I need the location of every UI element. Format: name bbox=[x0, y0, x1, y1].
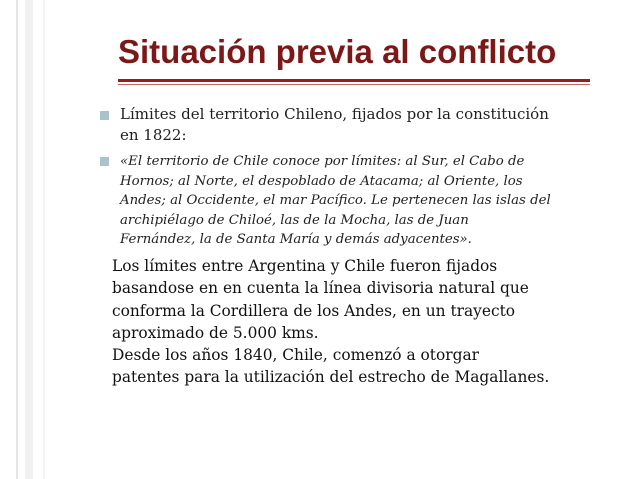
paragraph-line: aproximado de 5.000 kms. bbox=[112, 323, 319, 342]
decorative-side-band bbox=[25, 0, 33, 479]
paragraph-line: patentes para la utilización del estrecho de Magallanes. bbox=[112, 368, 550, 387]
quote-text bbox=[120, 152, 628, 250]
square-bullet-icon bbox=[100, 157, 109, 166]
slide-title: Situación previa al conflicto bbox=[118, 33, 557, 70]
title-underline-thin bbox=[118, 84, 590, 85]
bullet-list bbox=[98, 104, 628, 250]
paragraph-line: basandose en en cuenta la línea divisoria natural que bbox=[112, 279, 529, 298]
bullet-text bbox=[120, 104, 628, 146]
bullet-line: en 1822: bbox=[120, 126, 187, 144]
quote-line: Andes; al Occidente, el mar Pacífico. Le pertenecen las islas del bbox=[120, 193, 551, 208]
paragraph-borders bbox=[112, 255, 632, 344]
quote-line: Hornos; al Norte, el despoblado de Atacama; al Oriente, los bbox=[120, 173, 523, 189]
title-area bbox=[118, 30, 598, 88]
decorative-side-line bbox=[16, 0, 18, 479]
bullet-line: Límites del territorio Chileno, fijados por la constitución bbox=[120, 105, 549, 123]
quote-line: Fernández, la de Santa María y demás adyacentes». bbox=[120, 232, 472, 247]
paragraph-magallanes bbox=[112, 344, 632, 389]
bullet-item-quote bbox=[98, 152, 628, 250]
title-underline bbox=[118, 79, 590, 82]
paragraph-line: Los límites entre Argentina y Chile fueron fijados bbox=[112, 257, 498, 275]
paragraph-line: Desde los años 1840, Chile, comenzó a otorgar bbox=[112, 346, 479, 365]
square-bullet-icon bbox=[100, 111, 109, 120]
quote-line: «El territorio de Chile conoce por límites: al Sur, el Cabo de bbox=[120, 154, 525, 169]
paragraph-line: conforma la Cordillera de los Andes, en un trayecto bbox=[112, 301, 516, 320]
quote-line: archipiélago de Chiloé, las de la Mocha, las de Juan bbox=[120, 212, 469, 228]
body-text bbox=[112, 255, 632, 389]
bullet-item-limits bbox=[98, 104, 628, 146]
decorative-side-stripe bbox=[43, 0, 45, 479]
